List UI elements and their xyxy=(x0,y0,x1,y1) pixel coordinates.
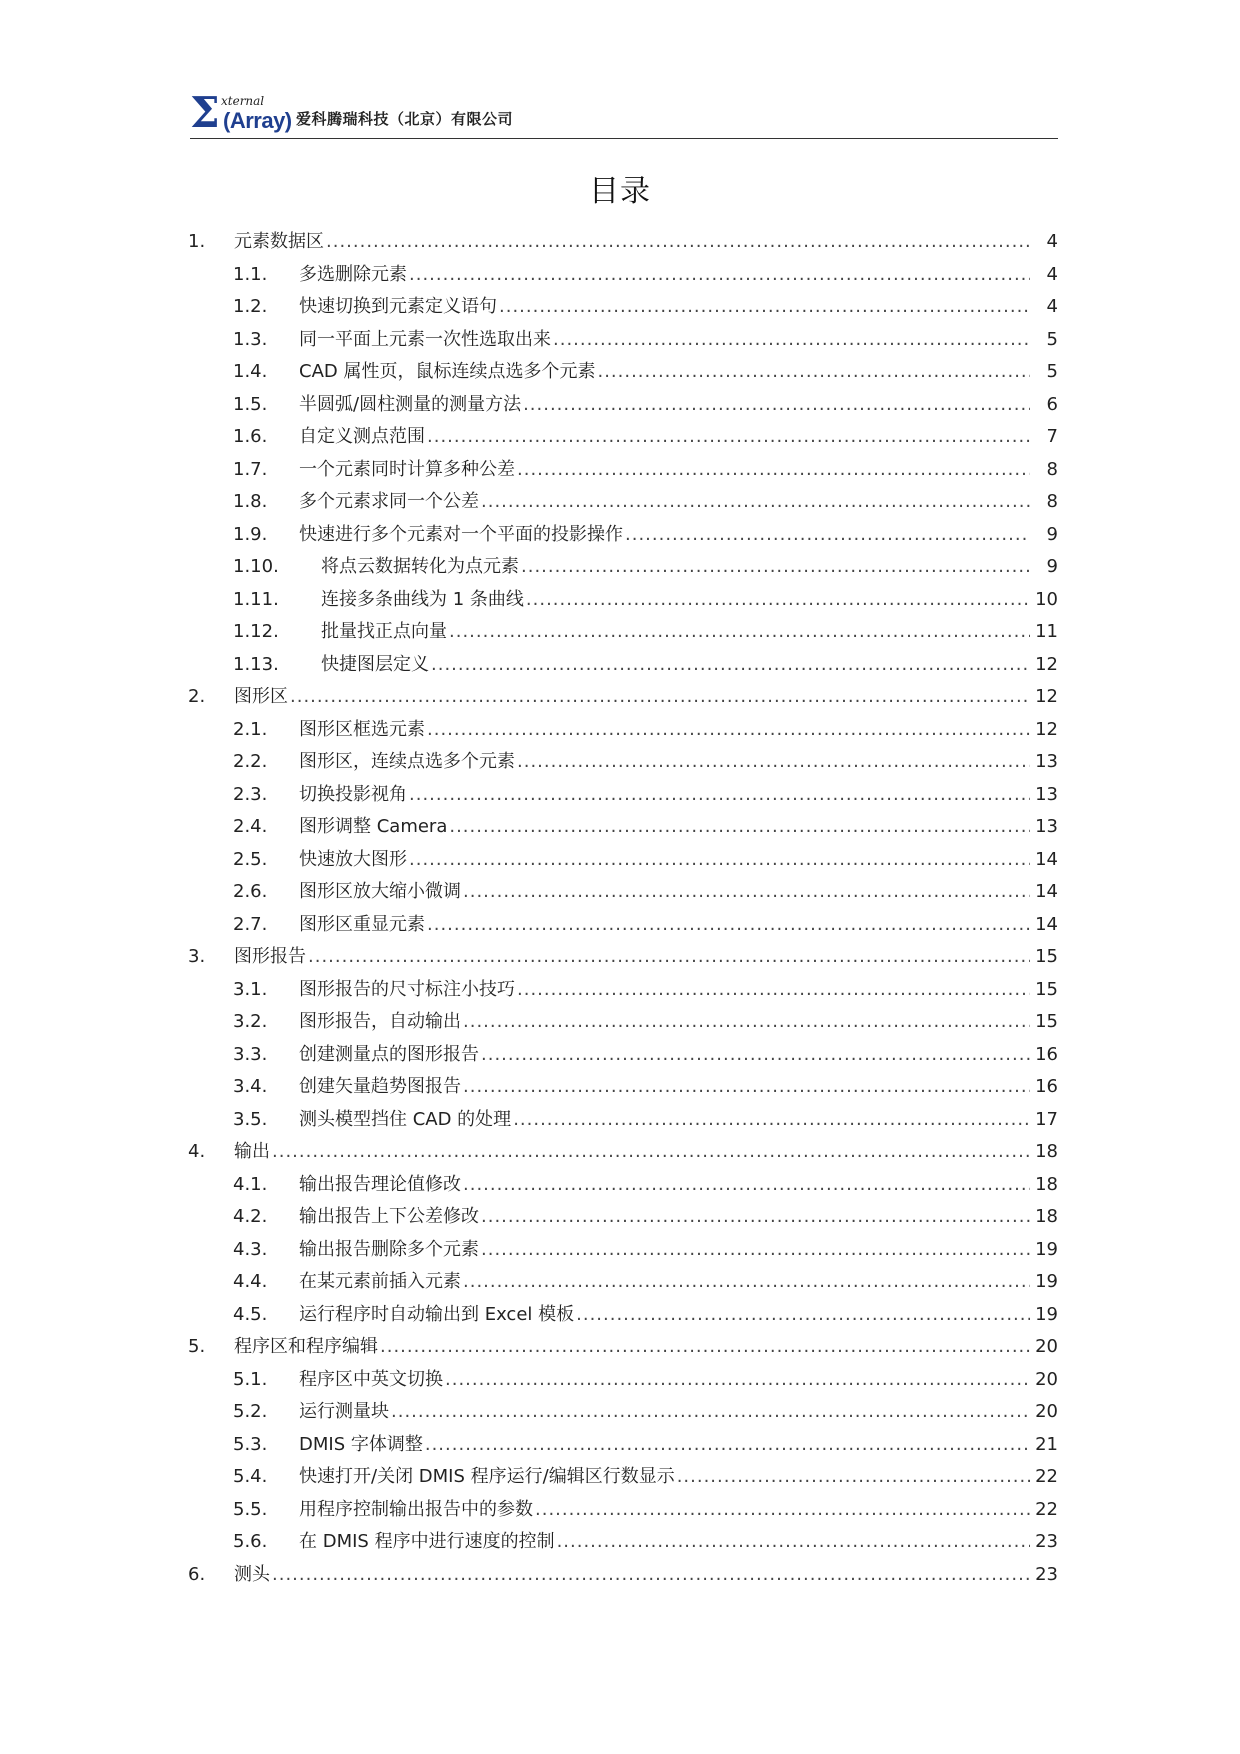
toc-entry-title: 快捷图层定义 xyxy=(321,653,429,675)
toc-entry-number: 3.3. xyxy=(233,1043,268,1065)
toc-section-entry[interactable] xyxy=(188,584,1058,617)
toc-page-number: 4 xyxy=(1046,263,1058,285)
toc-entry-title: 程序区中英文切换 xyxy=(299,1368,443,1390)
toc-page-number: 5 xyxy=(1046,361,1058,382)
toc-entry-number: 2.6. xyxy=(233,881,268,902)
toc-entry-title: 自定义测点范围 xyxy=(299,426,425,447)
toc-entry-number: 1.4. xyxy=(233,361,268,382)
toc-entry-number: 2.7. xyxy=(233,913,268,935)
toc-dot-leader xyxy=(326,226,1030,259)
toc-entry-number: 5.2. xyxy=(233,1401,268,1422)
toc-entry-number: 5.1. xyxy=(233,1368,268,1390)
toc-section-entry[interactable] xyxy=(188,1396,1058,1429)
toc-page-number: 20 xyxy=(1035,1368,1058,1390)
toc-entry-title: 在某元素前插入元素 xyxy=(299,1271,461,1292)
toc-section-entry[interactable] xyxy=(188,291,1058,324)
toc-page-number: 12 xyxy=(1035,653,1058,675)
toc-entry-title: DMIS 字体调整 xyxy=(299,1433,423,1455)
company-name: 爱科腾瑞科技（北京）有限公司 xyxy=(296,110,514,128)
toc-entry-title: 图形区 xyxy=(234,686,288,707)
toc-dot-leader xyxy=(481,1234,1030,1267)
toc-entry-title: 快速进行多个元素对一个平面的投影操作 xyxy=(299,523,623,545)
toc-page-number: 6 xyxy=(1046,393,1058,415)
toc-section-entry[interactable] xyxy=(188,1234,1058,1267)
toc-page-number: 17 xyxy=(1035,1108,1058,1130)
toc-dot-leader xyxy=(517,454,1030,487)
toc-section-entry[interactable] xyxy=(188,1104,1058,1137)
toc-section-entry[interactable] xyxy=(188,1364,1058,1397)
toc-dot-leader xyxy=(557,1526,1030,1559)
toc-dot-leader xyxy=(553,324,1030,357)
toc-entry-title: 创建测量点的图形报告 xyxy=(299,1043,479,1065)
toc-entry-number: 3.2. xyxy=(233,1011,268,1032)
toc-section-entry[interactable] xyxy=(188,389,1058,422)
toc-entry-title: 程序区和程序编辑 xyxy=(234,1336,378,1357)
toc-page-number: 9 xyxy=(1046,523,1058,545)
toc-chapter-entry[interactable] xyxy=(188,1136,1058,1169)
toc-section-entry[interactable] xyxy=(188,259,1058,292)
toc-page-number: 12 xyxy=(1035,686,1058,707)
toc-entry-title: 图形报告的尺寸标注小技巧 xyxy=(299,978,515,1000)
toc-entry-title: 图形区，连续点选多个元素 xyxy=(299,751,515,772)
toc-page-number: 20 xyxy=(1035,1336,1058,1357)
toc-page-number: 15 xyxy=(1035,978,1058,1000)
toc-entry-title: 图形区框选元素 xyxy=(299,718,425,740)
toc-entry-number: 4.3. xyxy=(233,1238,268,1260)
logo-small-text: xternal xyxy=(221,94,265,108)
toc-entry-number: 1.7. xyxy=(233,458,268,480)
toc-entry-number: 2.4. xyxy=(233,816,268,837)
toc-entry-number: 3.4. xyxy=(233,1076,268,1097)
toc-page-number: 4 xyxy=(1046,231,1058,252)
toc-dot-leader xyxy=(481,1201,1030,1234)
toc-entry-number: 5.4. xyxy=(233,1466,268,1487)
logo-main-text: (Array) xyxy=(223,108,292,133)
toc-entry-number: 5. xyxy=(188,1336,206,1357)
toc-entry-title: 运行测量块 xyxy=(299,1401,389,1422)
toc-section-entry[interactable] xyxy=(188,486,1058,519)
toc-dot-leader xyxy=(380,1331,1030,1364)
toc-dot-leader xyxy=(517,746,1030,779)
toc-entry-title: 运行程序时自动输出到 Excel 模板 xyxy=(299,1303,575,1325)
toc-dot-leader xyxy=(463,1006,1030,1039)
company-logo xyxy=(190,88,292,137)
toc-dot-leader xyxy=(445,1364,1030,1397)
toc-dot-leader xyxy=(427,421,1030,454)
toc-entry-title: 测头模型挡住 CAD 的处理 xyxy=(299,1108,512,1130)
toc-section-entry[interactable] xyxy=(188,454,1058,487)
toc-dot-leader xyxy=(409,844,1030,877)
toc-page-number: 16 xyxy=(1035,1076,1058,1097)
toc-dot-leader xyxy=(521,551,1030,584)
toc-section-entry[interactable] xyxy=(188,876,1058,909)
toc-page-number: 14 xyxy=(1035,913,1058,935)
toc-entry-title: 将点云数据转化为点元素 xyxy=(321,556,519,577)
toc-section-entry[interactable] xyxy=(188,844,1058,877)
toc-dot-leader xyxy=(481,1039,1030,1072)
toc-entry-title: 输出报告上下公差修改 xyxy=(299,1206,479,1227)
toc-entry-number: 6. xyxy=(188,1563,206,1585)
toc-entry-number: 4. xyxy=(188,1141,206,1162)
toc-page-number: 19 xyxy=(1035,1303,1058,1325)
toc-section-entry[interactable] xyxy=(188,1299,1058,1332)
toc-dot-leader xyxy=(576,1299,1030,1332)
toc-entry-number: 4.1. xyxy=(233,1173,268,1195)
toc-entry-number: 3.1. xyxy=(233,978,268,1000)
toc-dot-leader xyxy=(449,616,1030,649)
toc-dot-leader xyxy=(290,681,1030,714)
toc-page-number: 13 xyxy=(1035,783,1058,805)
toc-chapter-entry[interactable] xyxy=(188,941,1058,974)
toc-page-number: 14 xyxy=(1035,881,1058,902)
toc-dot-leader xyxy=(526,584,1030,617)
toc-section-entry[interactable] xyxy=(188,1071,1058,1104)
toc-section-entry[interactable] xyxy=(188,519,1058,552)
toc-page-number: 5 xyxy=(1046,328,1058,350)
toc-dot-leader xyxy=(463,1169,1030,1202)
toc-section-entry[interactable] xyxy=(188,779,1058,812)
toc-dot-leader xyxy=(597,356,1030,389)
toc-entry-number: 5.3. xyxy=(233,1433,268,1455)
toc-page-number: 18 xyxy=(1035,1206,1058,1227)
toc-entry-title: 同一平面上元素一次性选取出来 xyxy=(299,328,551,350)
toc-chapter-entry[interactable] xyxy=(188,681,1058,714)
toc-entry-title: 元素数据区 xyxy=(234,231,324,252)
toc-entry-number: 2.3. xyxy=(233,783,268,805)
toc-dot-leader xyxy=(481,486,1030,519)
toc-section-entry[interactable] xyxy=(188,746,1058,779)
toc-entry-title: 快速切换到元素定义语句 xyxy=(299,296,497,317)
sigma-logo-mark: Σ xyxy=(190,88,220,137)
toc-entry-number: 2. xyxy=(188,686,206,707)
toc-dot-leader xyxy=(463,876,1030,909)
toc-section-entry[interactable] xyxy=(188,356,1058,389)
toc-section-entry[interactable] xyxy=(188,1169,1058,1202)
toc-entry-title: CAD 属性页，鼠标连续点选多个元素 xyxy=(299,361,596,382)
toc-page-number: 4 xyxy=(1046,296,1058,317)
toc-dot-leader xyxy=(463,1266,1030,1299)
toc-dot-leader xyxy=(677,1461,1030,1494)
toc-chapter-entry[interactable] xyxy=(188,1331,1058,1364)
page-title: 目录 xyxy=(589,174,651,209)
toc-section-entry[interactable] xyxy=(188,324,1058,357)
toc-entry-number: 3.5. xyxy=(233,1108,268,1130)
toc-entry-title: 快速打开/关闭 DMIS 程序运行/编辑区行数显示 xyxy=(299,1466,675,1487)
toc-page-number: 14 xyxy=(1035,848,1058,870)
toc-page-number: 18 xyxy=(1035,1173,1058,1195)
toc-entry-title: 图形报告，自动输出 xyxy=(299,1011,461,1032)
toc-page-number: 12 xyxy=(1035,718,1058,740)
toc-entry-title: 多个元素求同一个公差 xyxy=(299,491,479,512)
toc-dot-leader xyxy=(499,291,1030,324)
toc-entry-number: 1.2. xyxy=(233,296,268,317)
toc-entry-number: 1.12. xyxy=(233,621,279,642)
toc-entry-number: 1.5. xyxy=(233,393,268,415)
toc-page-number: 19 xyxy=(1035,1271,1058,1292)
toc-entry-number: 1.11. xyxy=(233,588,279,610)
toc-dot-leader xyxy=(625,519,1030,552)
toc-dot-leader xyxy=(517,974,1030,1007)
toc-entry-title: 输出报告理论值修改 xyxy=(299,1173,461,1195)
toc-dot-leader xyxy=(523,389,1030,422)
toc-entry-number: 1.3. xyxy=(233,328,268,350)
toc-entry-number: 2.5. xyxy=(233,848,268,870)
toc-section-entry[interactable] xyxy=(188,616,1058,649)
toc-page-number: 7 xyxy=(1046,426,1058,447)
toc-dot-leader xyxy=(425,1429,1030,1462)
toc-section-entry[interactable] xyxy=(188,649,1058,682)
toc-entry-title: 在 DMIS 程序中进行速度的控制 xyxy=(299,1531,555,1552)
toc-section-entry[interactable] xyxy=(188,421,1058,454)
toc-page-number: 22 xyxy=(1035,1466,1058,1487)
toc-section-entry[interactable] xyxy=(188,811,1058,844)
toc-entry-number: 2.1. xyxy=(233,718,268,740)
toc-entry-title: 快速放大图形 xyxy=(299,848,407,870)
toc-page-number: 13 xyxy=(1035,816,1058,837)
toc-dot-leader xyxy=(463,1071,1030,1104)
header-divider xyxy=(190,138,1058,139)
toc-entry-number: 1.8. xyxy=(233,491,268,512)
toc-section-entry[interactable] xyxy=(188,1461,1058,1494)
toc-entry-number: 1.6. xyxy=(233,426,268,447)
toc-page-number: 13 xyxy=(1035,751,1058,772)
toc-page-number: 15 xyxy=(1035,946,1058,967)
toc-entry-number: 1.13. xyxy=(233,653,279,675)
toc-entry-title: 图形调整 Camera xyxy=(299,816,448,837)
toc-section-entry[interactable] xyxy=(188,1006,1058,1039)
toc-section-entry[interactable] xyxy=(188,1039,1058,1072)
toc-page-number: 23 xyxy=(1035,1563,1058,1585)
toc-dot-leader xyxy=(409,259,1030,292)
toc-section-entry[interactable] xyxy=(188,1526,1058,1559)
toc-entry-title: 图形区重显元素 xyxy=(299,913,425,935)
toc-section-entry[interactable] xyxy=(188,974,1058,1007)
toc-dot-leader xyxy=(513,1104,1030,1137)
toc-page-number: 9 xyxy=(1046,556,1058,577)
toc-page-number: 23 xyxy=(1035,1531,1058,1552)
toc-entry-title: 输出报告删除多个元素 xyxy=(299,1238,479,1260)
toc-entry-number: 4.2. xyxy=(233,1206,268,1227)
toc-dot-leader xyxy=(391,1396,1030,1429)
toc-entry-number: 1.9. xyxy=(233,523,268,545)
toc-entry-number: 5.6. xyxy=(233,1531,268,1552)
toc-entry-title: 切换投影视角 xyxy=(299,783,407,805)
toc-page-number: 11 xyxy=(1035,621,1058,642)
toc-dot-leader xyxy=(409,779,1030,812)
toc-dot-leader xyxy=(449,811,1030,844)
toc-entry-number: 1.1. xyxy=(233,263,268,285)
toc-entry-title: 测头 xyxy=(234,1563,270,1585)
toc-entry-number: 1. xyxy=(188,231,206,252)
toc-entry-title: 图形报告 xyxy=(234,946,306,967)
toc-page-number: 8 xyxy=(1046,458,1058,480)
toc-entry-title: 输出 xyxy=(234,1141,270,1162)
toc-page-number: 16 xyxy=(1035,1043,1058,1065)
toc-dot-leader xyxy=(431,649,1030,682)
toc-page-number: 10 xyxy=(1035,588,1058,610)
toc-page-number: 19 xyxy=(1035,1238,1058,1260)
toc-dot-leader xyxy=(272,1136,1030,1169)
toc-chapter-entry[interactable] xyxy=(188,226,1058,259)
toc-page-number: 21 xyxy=(1035,1433,1058,1455)
toc-page-number: 18 xyxy=(1035,1141,1058,1162)
toc-section-entry[interactable] xyxy=(188,1201,1058,1234)
toc-section-entry[interactable] xyxy=(188,909,1058,942)
page-header xyxy=(190,88,1060,140)
toc-page-number: 15 xyxy=(1035,1011,1058,1032)
toc-dot-leader xyxy=(535,1494,1030,1527)
toc-section-entry[interactable] xyxy=(188,1266,1058,1299)
toc-section-entry[interactable] xyxy=(188,1494,1058,1527)
toc-dot-leader xyxy=(427,714,1030,747)
toc-entry-number: 4.5. xyxy=(233,1303,268,1325)
toc-dot-leader xyxy=(427,909,1030,942)
toc-dot-leader xyxy=(308,941,1030,974)
toc-page-number: 20 xyxy=(1035,1401,1058,1422)
toc-section-entry[interactable] xyxy=(188,714,1058,747)
toc-chapter-entry[interactable] xyxy=(188,1559,1058,1592)
toc-entry-number: 4.4. xyxy=(233,1271,268,1292)
toc-entry-number: 5.5. xyxy=(233,1498,268,1520)
toc-page-number: 22 xyxy=(1035,1498,1058,1520)
toc-entry-title: 图形区放大缩小微调 xyxy=(299,881,461,902)
toc-entry-title: 一个元素同时计算多种公差 xyxy=(299,458,515,480)
toc-entry-number: 1.10. xyxy=(233,556,279,577)
toc-entry-number: 2.2. xyxy=(233,751,268,772)
table-of-contents xyxy=(188,226,1058,1591)
toc-page-number: 8 xyxy=(1046,491,1058,512)
toc-entry-title: 批量找正点向量 xyxy=(321,621,447,642)
toc-entry-title: 创建矢量趋势图报告 xyxy=(299,1076,461,1097)
toc-entry-number: 3. xyxy=(188,946,206,967)
toc-entry-title: 半圆弧/圆柱测量的测量方法 xyxy=(299,393,522,415)
toc-entry-title: 多选删除元素 xyxy=(299,263,407,285)
toc-entry-title: 用程序控制输出报告中的参数 xyxy=(299,1498,533,1520)
toc-section-entry[interactable] xyxy=(188,551,1058,584)
toc-entry-title: 连接多条曲线为 1 条曲线 xyxy=(321,588,524,610)
toc-section-entry[interactable] xyxy=(188,1429,1058,1462)
toc-dot-leader xyxy=(272,1559,1030,1592)
